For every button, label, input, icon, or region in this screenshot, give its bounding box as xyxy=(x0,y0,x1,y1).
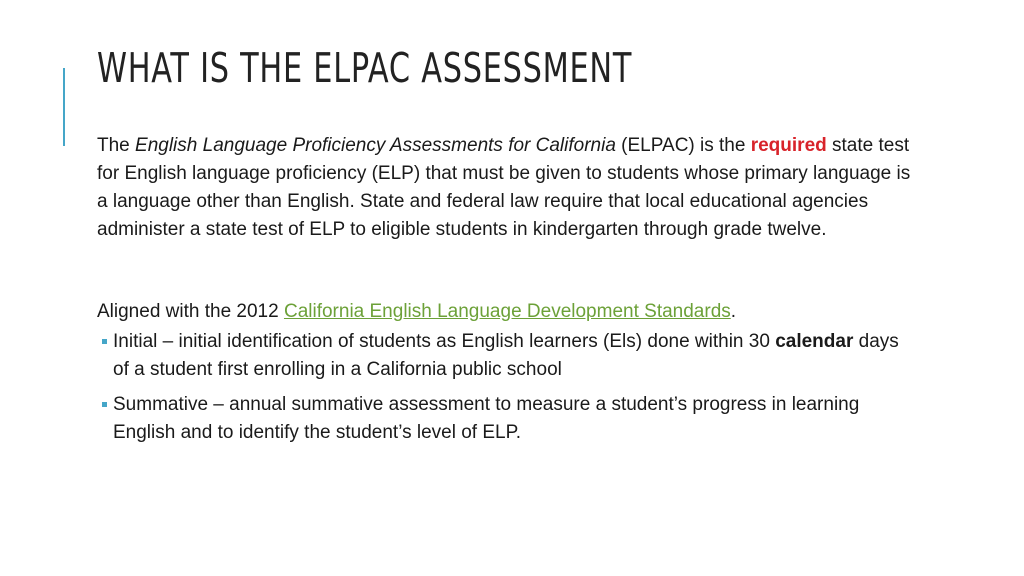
list-item-initial xyxy=(97,328,917,384)
assessment-types-list xyxy=(97,328,917,447)
aligned-text-2: . xyxy=(730,301,737,322)
square-bullet-icon xyxy=(102,339,107,344)
intro-text-2: (ELPAC) is the xyxy=(615,135,751,156)
eld-standards-link[interactable]: California English Language Development Standards xyxy=(283,301,731,322)
elpac-full-name: English Language Proficiency Assessments for California xyxy=(135,135,616,156)
intro-paragraph xyxy=(97,132,917,244)
required-emphasis: required xyxy=(750,135,827,156)
summative-text: Summative – annual summative assessment to measure a student’s progress in learning English and to identify the student’s level of ELP. xyxy=(113,394,860,443)
square-bullet-icon xyxy=(102,402,107,407)
list-item-summative xyxy=(97,391,917,447)
calendar-emphasis: calendar xyxy=(775,331,854,352)
intro-text-3: state test for English language proficiency (ELP) that must be given to students whose primary language is a language other than English. State and federal law require that local educational agencies administer a state test of ELP to eligible students in kindergarten through grade twelve. xyxy=(97,135,911,240)
initial-text-1: Initial – initial identification of students as English learners (Els) done within 30 xyxy=(113,331,776,352)
slide-content xyxy=(97,132,917,454)
initial-text-2: days of a student first enrolling in a California public school xyxy=(113,331,899,380)
aligned-paragraph xyxy=(97,298,917,326)
aligned-text-1: Aligned with the 2012 xyxy=(97,301,284,322)
intro-text-1: The xyxy=(97,135,136,156)
title-accent-bar xyxy=(63,68,65,146)
slide-title: WHAT IS THE ELPAC ASSESSMENT xyxy=(97,44,633,92)
